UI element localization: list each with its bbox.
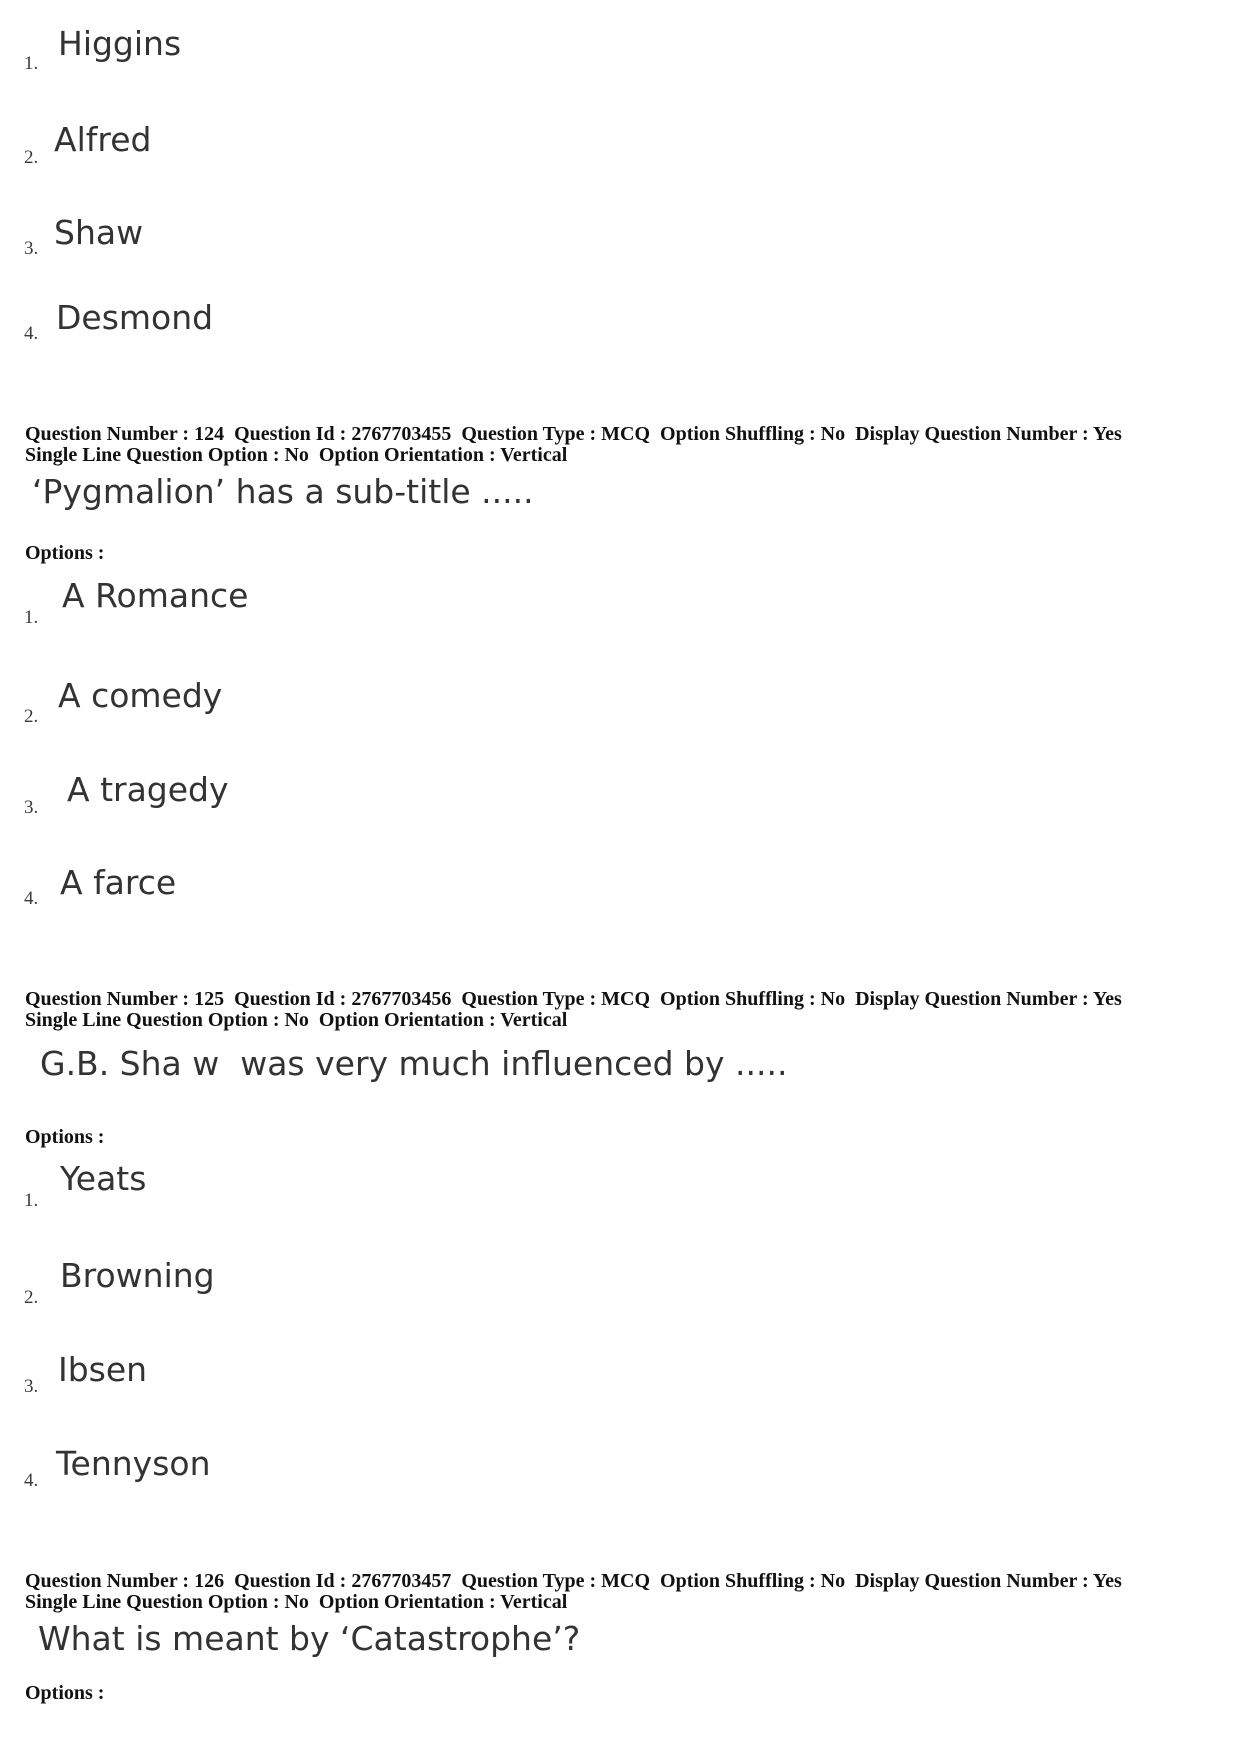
option-text: Alfred xyxy=(54,120,152,159)
options-label: Options : xyxy=(25,1682,105,1704)
option-text: Higgins xyxy=(58,24,182,63)
option-number: 4. xyxy=(24,323,39,344)
option-text: Tennyson xyxy=(56,1444,211,1483)
question-meta-line: Question Number : 124 Question Id : 2767703455 Question Type : MCQ Option Shuffling : No Display Question Number : Yes xyxy=(25,423,1122,445)
options-label: Options : xyxy=(25,542,105,564)
options-label: Options : xyxy=(25,1126,105,1148)
option-number: 2. xyxy=(24,706,39,727)
question-meta-line: Single Line Question Option : No Option Orientation : Vertical xyxy=(25,1591,568,1613)
option-number: 1. xyxy=(24,1190,39,1211)
option-number: 4. xyxy=(24,1470,39,1491)
option-number: 2. xyxy=(24,147,39,168)
question-meta-line: Question Number : 125 Question Id : 2767703456 Question Type : MCQ Option Shuffling : No Display Question Number : Yes xyxy=(25,988,1122,1010)
option-text: A farce xyxy=(60,863,177,902)
question-meta-line: Single Line Question Option : No Option Orientation : Vertical xyxy=(25,444,568,466)
option-text: Browning xyxy=(60,1256,215,1295)
option-number: 3. xyxy=(24,238,39,259)
option-number: 4. xyxy=(24,888,39,909)
option-number: 3. xyxy=(24,1376,39,1397)
question-text: ‘Pygmalion’ has a sub-title ..... xyxy=(32,472,534,511)
option-text: A comedy xyxy=(58,676,223,715)
question-text: G.B. Sha w was very much influenced by ..... xyxy=(40,1044,788,1083)
option-number: 1. xyxy=(24,53,39,74)
option-text: Yeats xyxy=(60,1159,147,1198)
option-text: Desmond xyxy=(56,298,214,337)
option-text: Ibsen xyxy=(58,1350,148,1389)
option-text: Shaw xyxy=(54,213,144,252)
question-text: What is meant by ‘Catastrophe’? xyxy=(38,1619,581,1658)
question-meta-line: Single Line Question Option : No Option Orientation : Vertical xyxy=(25,1009,568,1031)
question-meta-line: Question Number : 126 Question Id : 2767703457 Question Type : MCQ Option Shuffling : No Display Question Number : Yes xyxy=(25,1570,1122,1592)
option-number: 2. xyxy=(24,1287,39,1308)
option-text: A tragedy xyxy=(67,770,229,809)
option-number: 3. xyxy=(24,797,39,818)
option-number: 1. xyxy=(24,607,39,628)
option-text: A Romance xyxy=(62,576,249,615)
